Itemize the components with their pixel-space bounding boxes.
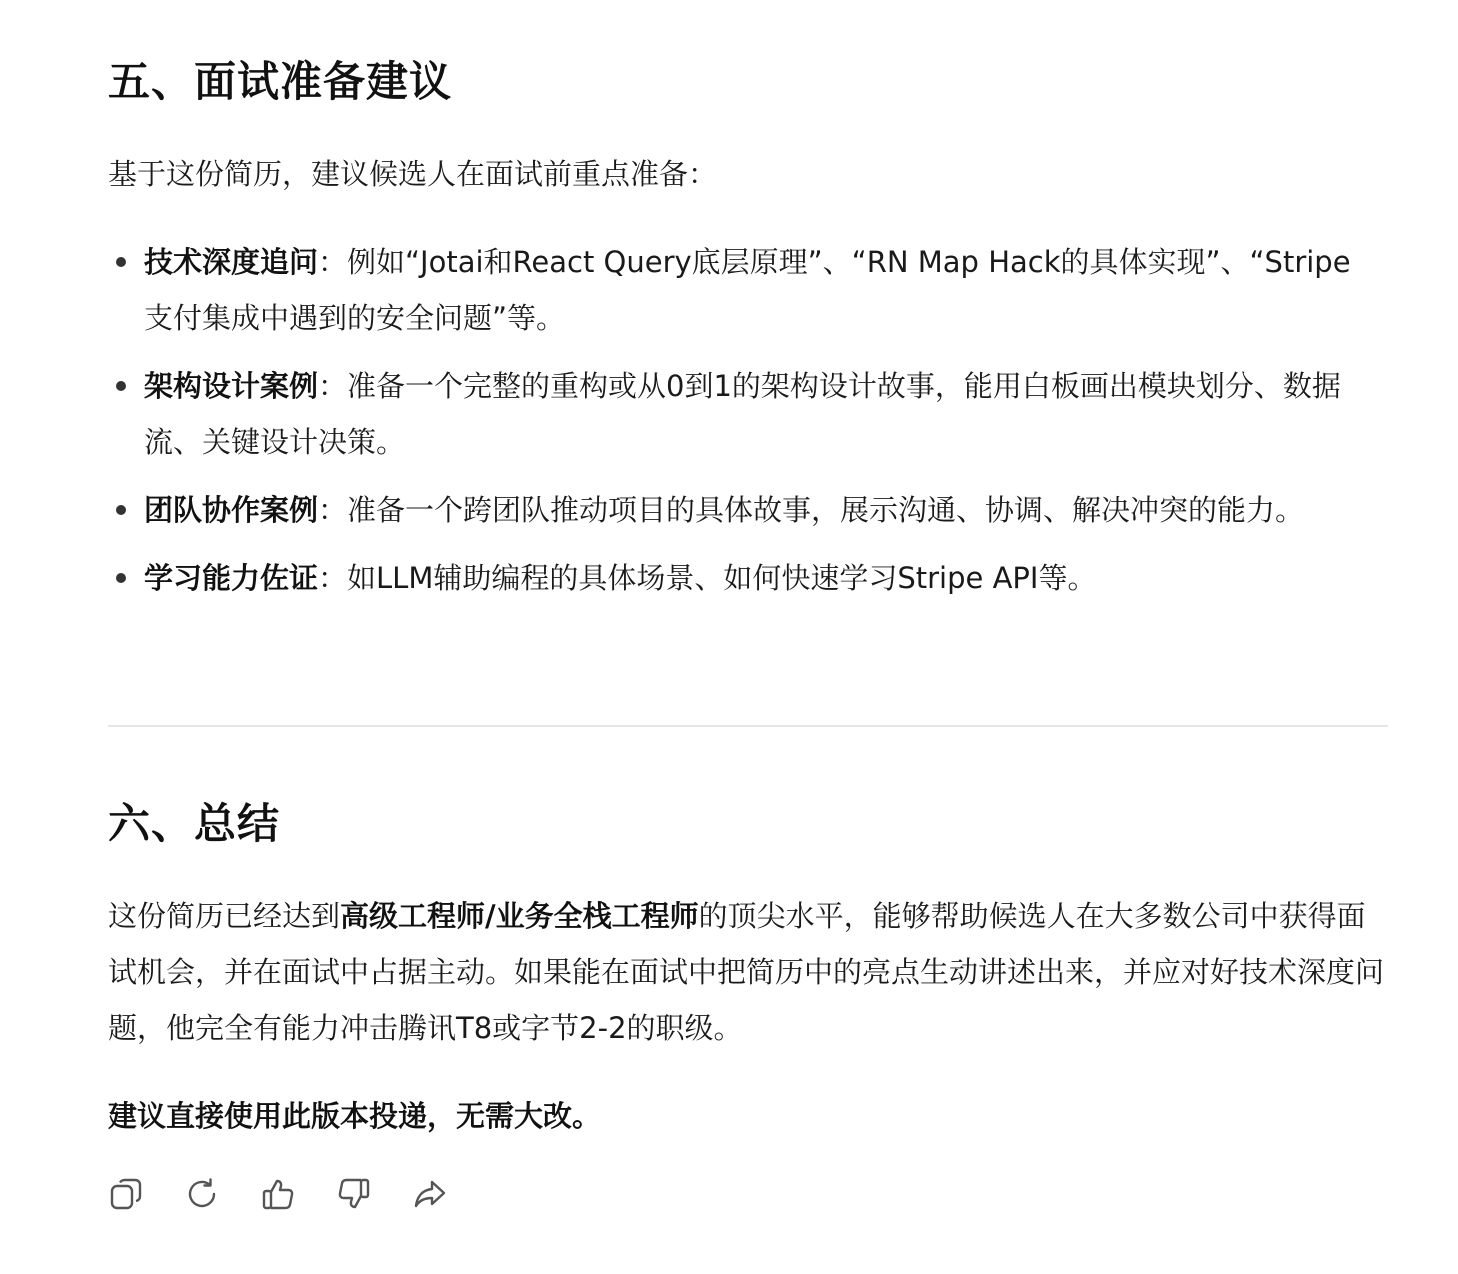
thumbs-up-icon xyxy=(261,1177,295,1211)
list-item-text: ：准备一个跨团队推动项目的具体故事，展示沟通、协调、解决冲突的能力。 xyxy=(318,493,1305,527)
summary-text-before: 这份简历已经达到 xyxy=(108,899,341,933)
thumbs-down-icon xyxy=(337,1177,371,1211)
share-icon xyxy=(413,1177,447,1211)
list-item-label: 技术深度追问 xyxy=(144,245,319,279)
regenerate-icon xyxy=(185,1177,219,1211)
list-item xyxy=(108,550,1370,606)
section-intro: 基于这份简历，建议候选人在面试前重点准备： xyxy=(108,157,718,191)
thumbs-up-button[interactable] xyxy=(260,1176,296,1212)
list-item-text: ：如LLM辅助编程的具体场景、如何快速学习Stripe API等。 xyxy=(318,561,1097,595)
list-item-label: 团队协作案例 xyxy=(144,493,319,527)
list-item-text: ：准备一个完整的重构或从0到1的架构设计故事，能用白板画出模块划分、数据流、关键设计决策。 xyxy=(144,369,1341,459)
list-item xyxy=(108,482,1370,538)
thumbs-down-button[interactable] xyxy=(336,1176,372,1212)
share-button[interactable] xyxy=(412,1176,448,1212)
recommendation-text: 建议直接使用此版本投递，无需大改。 xyxy=(108,1099,602,1133)
summary-paragraph xyxy=(108,888,1392,1056)
list-item-text: ：例如“Jotai和React Query底层原理”、“RN Map Hack的具体实现”、“Stripe支付集成中遇到的安全问题”等。 xyxy=(144,245,1351,335)
bullet-dot xyxy=(116,505,126,515)
bullet-dot xyxy=(116,257,126,267)
list-item xyxy=(108,234,1370,346)
summary-text-after: 的顶尖水平，能够帮助候选人在大多数公司中获得面试机会，并在面试中占据主动。如果能在面试中把简历中的亮点生动讲述出来，并应对好技术深度问题，他完全有能力冲击腾讯T8或字节2-2的职级。 xyxy=(108,899,1385,1045)
section-title-interview-prep: 五、面试准备建议 xyxy=(108,57,453,106)
copy-button[interactable] xyxy=(108,1176,144,1212)
list-item xyxy=(108,358,1370,470)
regenerate-button[interactable] xyxy=(184,1176,220,1212)
bullet-dot xyxy=(116,381,126,391)
prep-list xyxy=(108,234,1370,618)
copy-icon xyxy=(109,1177,143,1211)
list-item-label: 架构设计案例 xyxy=(144,369,319,403)
bullet-dot xyxy=(116,573,126,583)
list-item-label: 学习能力佐证 xyxy=(144,561,319,595)
message-actions xyxy=(108,1176,448,1212)
summary-highlight: 高级工程师/业务全栈工程师 xyxy=(340,899,699,933)
section-divider xyxy=(108,725,1388,727)
section-title-summary: 六、总结 xyxy=(108,799,281,848)
